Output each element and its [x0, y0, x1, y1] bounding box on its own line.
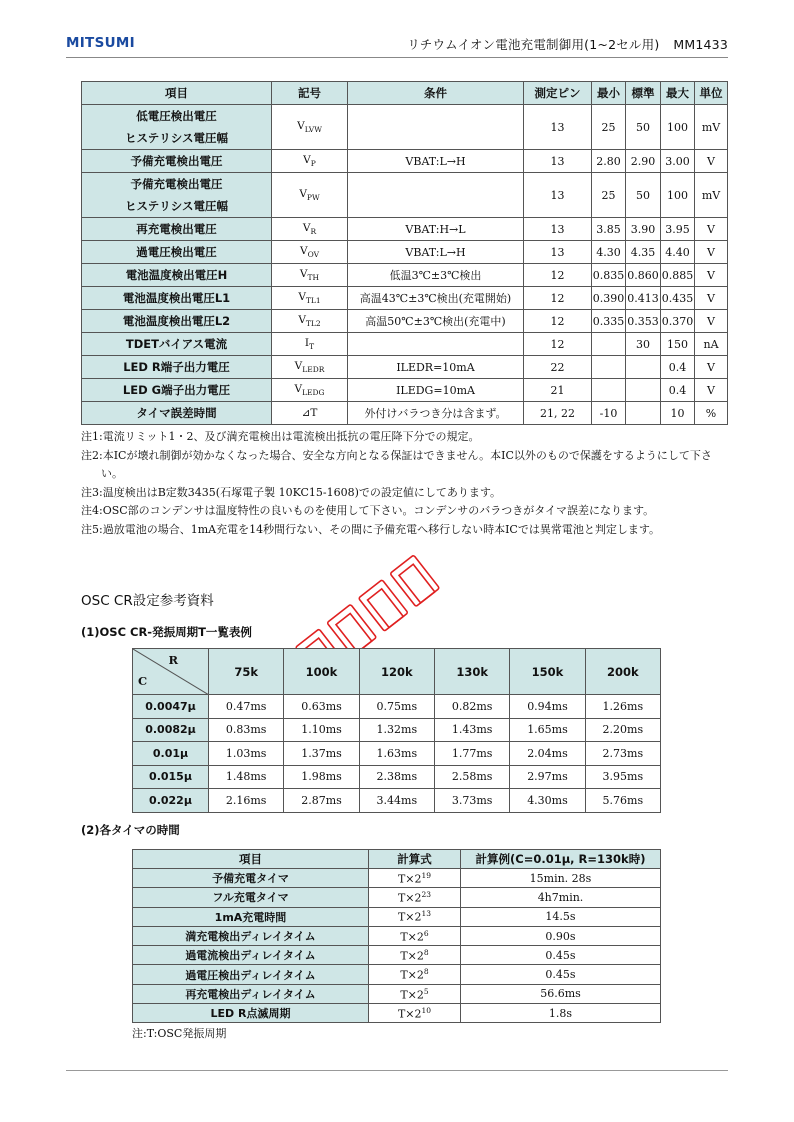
formula-base: T×2 — [397, 911, 422, 925]
osc-column-header: 150k — [510, 649, 585, 695]
spec-cond-cell: 外付けバラつき分は含まず。 — [348, 402, 524, 425]
timer-formula — [369, 984, 461, 1003]
osc-row — [133, 742, 661, 766]
formula-base: T×2 — [400, 988, 424, 1002]
osc-cell: 2.38ms — [359, 765, 434, 789]
corner-cell — [133, 649, 209, 695]
timer-example: 4h7min. — [461, 888, 661, 907]
param-name — [82, 150, 272, 173]
param-name-line: TDETバイアス電流 — [125, 337, 228, 351]
osc-cell: 0.82ms — [434, 695, 509, 719]
model-number: MM1433 — [673, 37, 728, 52]
spec-row — [82, 173, 728, 218]
osc-cell: 0.75ms — [359, 695, 434, 719]
spec-max-cell: 10 — [661, 402, 695, 425]
formula-base: T×2 — [397, 872, 422, 886]
timer-row — [133, 907, 661, 926]
spec-typ-cell: 50 — [626, 105, 661, 150]
spec-row — [82, 241, 728, 264]
param-name-line: 電池温度検出電圧L1 — [122, 291, 231, 305]
osc-cell: 1.10ms — [284, 718, 359, 742]
param-name-line: LED R端子出力電圧 — [123, 360, 230, 374]
corner-label-c: C — [138, 674, 148, 688]
symbol-main: V — [294, 382, 303, 395]
osc-cell: 1.03ms — [209, 742, 284, 766]
timer-header-cell: 計算例(C=0.01μ, R=130k時) — [461, 850, 661, 869]
osc-cell: 1.32ms — [359, 718, 434, 742]
param-name — [82, 333, 272, 356]
param-name — [82, 310, 272, 333]
osc-cell: 1.43ms — [434, 718, 509, 742]
symbol-subscript: T — [309, 342, 315, 352]
spec-max-cell: 3.95 — [661, 218, 695, 241]
param-name-line: ヒステリシス電圧幅 — [125, 131, 228, 145]
spec-cond-cell — [348, 333, 524, 356]
osc-cell: 1.26ms — [585, 695, 660, 719]
timer-example: 56.6ms — [461, 984, 661, 1003]
formula-exponent: 13 — [421, 909, 432, 919]
symbol-subscript: LEDG — [302, 388, 325, 398]
symbol-main: V — [299, 267, 308, 280]
spec-min-cell: 25 — [592, 105, 626, 150]
spec-unit-cell: V — [695, 241, 728, 264]
param-name-line: LED G端子出力電圧 — [122, 383, 231, 397]
spec-min-cell: 0.335 — [592, 310, 626, 333]
symbol-main: V — [294, 359, 303, 372]
param-name — [82, 402, 272, 425]
symbol-main: I — [304, 336, 310, 349]
param-name-line: 予備充電検出電圧 — [130, 177, 223, 191]
osc-cell: 1.63ms — [359, 742, 434, 766]
osc-row — [133, 718, 661, 742]
param-name — [82, 218, 272, 241]
symbol-main: V — [299, 187, 307, 200]
symbol-main: V — [298, 313, 306, 326]
formula-base: T×2 — [397, 891, 422, 905]
symbol-subscript: TL2 — [305, 319, 321, 329]
osc-cell: 1.65ms — [510, 718, 585, 742]
spec-pin-cell: 21, 22 — [524, 402, 592, 425]
param-name-line: 過電圧検出電圧 — [136, 245, 217, 259]
footer-rule — [66, 1070, 728, 1071]
spec-cond-cell: ILEDR=10mA — [348, 356, 524, 379]
spec-row — [82, 264, 728, 287]
symbol-main: V — [297, 119, 305, 132]
spec-max-cell: 0.885 — [661, 264, 695, 287]
spec-unit-cell: V — [695, 264, 728, 287]
timer-example: 1.8s — [461, 1004, 661, 1023]
osc-row-header: 0.0082μ — [133, 718, 209, 742]
spec-row — [82, 287, 728, 310]
osc-cell: 3.73ms — [434, 789, 509, 813]
param-symbol — [272, 333, 348, 356]
formula-base: T×2 — [397, 1007, 422, 1021]
spec-cond-cell: VBAT:H→L — [348, 218, 524, 241]
spec-pin-cell: 13 — [524, 150, 592, 173]
spec-header-cell: 条件 — [348, 82, 524, 105]
symbol-main: V — [302, 221, 311, 234]
spec-typ-cell — [626, 402, 661, 425]
formula-base: T×2 — [400, 949, 424, 963]
symbol-subscript: TL1 — [305, 296, 321, 306]
osc-row-header: 0.022μ — [133, 789, 209, 813]
param-name — [82, 356, 272, 379]
osc-cell: 1.77ms — [434, 742, 509, 766]
header-rule — [66, 57, 728, 58]
spec-typ-cell: 3.90 — [626, 218, 661, 241]
spec-max-cell: 100 — [661, 105, 695, 150]
timer-name: 1mA充電時間 — [133, 907, 369, 926]
spec-typ-cell — [626, 379, 661, 402]
timer-formula — [369, 907, 461, 926]
param-name — [82, 241, 272, 264]
company-logo: MITSUMI — [66, 35, 135, 51]
spec-min-cell: 2.80 — [592, 150, 626, 173]
param-name-line: 低電圧検出電圧 — [136, 109, 217, 123]
timer-name: LED R点滅周期 — [133, 1004, 369, 1023]
timer-example: 14.5s — [461, 907, 661, 926]
osc-cell: 0.83ms — [209, 718, 284, 742]
spec-typ-cell: 30 — [626, 333, 661, 356]
timer-row — [133, 869, 661, 888]
osc-cell: 1.37ms — [284, 742, 359, 766]
spec-unit-cell: nA — [695, 333, 728, 356]
spec-max-cell: 0.4 — [661, 379, 695, 402]
param-name-line: 電池温度検出電圧L2 — [122, 314, 231, 328]
spec-header-cell: 測定ピン — [524, 82, 592, 105]
spec-unit-cell: % — [695, 402, 728, 425]
param-symbol — [272, 356, 348, 379]
timer-name: 予備充電タイマ — [133, 869, 369, 888]
osc-cell: 2.87ms — [284, 789, 359, 813]
spec-pin-cell: 12 — [524, 264, 592, 287]
spec-max-cell: 0.435 — [661, 287, 695, 310]
spec-cond-cell: VBAT:L→H — [348, 150, 524, 173]
spec-row — [82, 379, 728, 402]
spec-typ-cell: 4.35 — [626, 241, 661, 264]
spec-max-cell: 0.370 — [661, 310, 695, 333]
timer-name: 満充電検出ディレイタイム — [133, 926, 369, 945]
spec-row — [82, 150, 728, 173]
note-item: 注1:電流リミット1・2、及び満充電検出は電流検出抵抗の電圧降下分での規定。 — [81, 430, 480, 443]
formula-exponent: 8 — [423, 948, 429, 957]
osc-cell: 2.73ms — [585, 742, 660, 766]
spec-cond-cell: 低温3℃±3℃検出 — [348, 264, 524, 287]
title-text: リチウムイオン電池充電制御用(1~2セル用) — [407, 37, 660, 52]
spec-min-cell: 25 — [592, 173, 626, 218]
spec-cond-cell: VBAT:L→H — [348, 241, 524, 264]
osc-row — [133, 695, 661, 719]
osc-cell: 0.94ms — [510, 695, 585, 719]
osc-cell: 2.16ms — [209, 789, 284, 813]
formula-base: T×2 — [400, 968, 424, 982]
timer-row — [133, 946, 661, 965]
osc-row-header: 0.015μ — [133, 765, 209, 789]
spec-pin-cell: 12 — [524, 287, 592, 310]
osc-cell: 1.98ms — [284, 765, 359, 789]
spec-row — [82, 310, 728, 333]
spec-row — [82, 218, 728, 241]
formula-exponent: 6 — [423, 928, 429, 938]
timer-example: 0.90s — [461, 926, 661, 945]
symbol-subscript: PW — [306, 193, 320, 203]
spec-header-cell: 項目 — [82, 82, 272, 105]
formula-base: T×2 — [400, 930, 424, 944]
timer-name: 再充電検出ディレイタイム — [133, 984, 369, 1003]
param-name-line: タイマ誤差時間 — [136, 406, 217, 420]
spec-pin-cell: 13 — [524, 173, 592, 218]
spec-cond-cell — [348, 105, 524, 150]
spec-typ-cell: 50 — [626, 173, 661, 218]
timer-header-cell: 計算式 — [369, 850, 461, 869]
osc-cell: 1.48ms — [209, 765, 284, 789]
param-name — [82, 105, 272, 150]
spec-typ-cell: 0.353 — [626, 310, 661, 333]
symbol-subscript: LVW — [304, 125, 322, 135]
symbol-subscript: LEDR — [302, 365, 325, 375]
section-title: OSC CR設定参考資料 — [81, 593, 214, 609]
osc-cell: 4.30ms — [510, 789, 585, 813]
param-name-line: 再充電検出電圧 — [136, 222, 217, 236]
timer-row — [133, 1004, 661, 1023]
spec-max-cell: 0.4 — [661, 356, 695, 379]
param-symbol — [272, 173, 348, 218]
param-symbol — [272, 218, 348, 241]
spec-max-cell: 150 — [661, 333, 695, 356]
spec-header-cell: 単位 — [695, 82, 728, 105]
osc-cell: 3.44ms — [359, 789, 434, 813]
document-title — [407, 35, 728, 53]
spec-min-cell — [592, 379, 626, 402]
timer-table-title: (2)各タイマの時間 — [81, 823, 180, 837]
formula-exponent: 19 — [421, 870, 432, 880]
timer-note: 注:T:OSC発振周期 — [132, 1027, 227, 1040]
note-item: 注4:OSC部のコンデンサは温度特性の良いものを使用して下さい。コンデンサのバラつきがタイマ誤差になります。 — [81, 504, 655, 518]
param-symbol — [272, 287, 348, 310]
spec-min-cell: 0.390 — [592, 287, 626, 310]
note-item: 注3:温度検出はB定数3435(石塚電子製 10KC15-1608)での設定値にしてあります。 — [81, 485, 502, 499]
spec-unit-cell: V — [695, 310, 728, 333]
osc-column-header: 200k — [585, 649, 660, 695]
spec-min-cell: -10 — [592, 402, 626, 425]
spec-typ-cell: 0.860 — [626, 264, 661, 287]
osc-cell: 2.97ms — [510, 765, 585, 789]
timer-row — [133, 888, 661, 907]
param-symbol — [272, 105, 348, 150]
spec-max-cell: 3.00 — [661, 150, 695, 173]
spec-unit-cell: V — [695, 379, 728, 402]
symbol-subscript: P — [310, 159, 316, 169]
spec-typ-cell: 2.90 — [626, 150, 661, 173]
spec-row — [82, 356, 728, 379]
param-name — [82, 287, 272, 310]
osc-cell: 0.47ms — [209, 695, 284, 719]
spec-table — [81, 81, 728, 425]
timer-name: 過電圧検出ディレイタイム — [133, 965, 369, 984]
spec-min-cell — [592, 333, 626, 356]
param-symbol — [272, 379, 348, 402]
timer-formula — [369, 946, 461, 965]
param-symbol — [272, 150, 348, 173]
osc-cell: 5.76ms — [585, 789, 660, 813]
symbol-subscript: OV — [307, 250, 320, 260]
symbol-main: V — [298, 290, 306, 303]
spec-row — [82, 402, 728, 425]
note-item: 注5:過放電池の場合、1mA充電を14秒間行ない、その間に予備充電へ移行しない時本ICでは異常電池と判定します。 — [81, 522, 660, 536]
symbol-subscript: R — [310, 227, 317, 237]
osc-cell: 2.20ms — [585, 718, 660, 742]
timer-formula — [369, 869, 461, 888]
spec-header-cell: 標準 — [626, 82, 661, 105]
timer-header-cell: 項目 — [133, 850, 369, 869]
osc-row — [133, 789, 661, 813]
param-symbol — [272, 264, 348, 287]
timer-name: フル充電タイマ — [133, 888, 369, 907]
notes-block — [81, 428, 731, 540]
spec-cond-cell: ILEDG=10mA — [348, 379, 524, 402]
spec-pin-cell: 13 — [524, 218, 592, 241]
timer-example: 15min. 28s — [461, 869, 661, 888]
spec-min-cell: 0.835 — [592, 264, 626, 287]
param-symbol — [272, 402, 348, 425]
param-name-line: ヒステリシス電圧幅 — [125, 199, 228, 213]
param-name — [82, 379, 272, 402]
timer-table — [132, 849, 661, 1023]
osc-cell: 3.95ms — [585, 765, 660, 789]
timer-row — [133, 926, 661, 945]
param-name-line: 予備充電検出電圧 — [130, 154, 223, 168]
spec-max-cell: 4.40 — [661, 241, 695, 264]
spec-header-cell: 最大 — [661, 82, 695, 105]
osc-column-header: 75k — [209, 649, 284, 695]
timer-formula — [369, 926, 461, 945]
param-symbol — [272, 310, 348, 333]
timer-name: 過電流検出ディレイタイム — [133, 946, 369, 965]
spec-pin-cell: 13 — [524, 105, 592, 150]
spec-unit-cell: V — [695, 150, 728, 173]
spec-pin-cell: 13 — [524, 241, 592, 264]
timer-row — [133, 984, 661, 1003]
corner-label-r: R — [168, 653, 178, 667]
spec-row — [82, 105, 728, 150]
spec-pin-cell: 12 — [524, 310, 592, 333]
spec-unit-cell: V — [695, 287, 728, 310]
spec-cond-cell: 高温50℃±3℃検出(充電中) — [348, 310, 524, 333]
osc-row — [133, 765, 661, 789]
param-name — [82, 264, 272, 287]
symbol-main: V — [299, 244, 308, 257]
osc-column-header: 100k — [284, 649, 359, 695]
spec-pin-cell: 21 — [524, 379, 592, 402]
timer-row — [133, 965, 661, 984]
spec-row — [82, 333, 728, 356]
spec-min-cell: 3.85 — [592, 218, 626, 241]
spec-max-cell: 100 — [661, 173, 695, 218]
symbol-subscript: TH — [307, 273, 320, 283]
timer-formula — [369, 1004, 461, 1023]
param-name-line: 電池温度検出電圧H — [125, 268, 228, 282]
param-name — [82, 173, 272, 218]
osc-table — [132, 648, 661, 813]
formula-exponent: 5 — [423, 986, 429, 996]
timer-formula — [369, 888, 461, 907]
spec-min-cell: 4.30 — [592, 241, 626, 264]
formula-exponent: 8 — [423, 967, 429, 977]
note-item: 注2:本ICが壊れ制御が効かなくなった場合、安全な方向となる保証はできません。本IC以外のもので保護をするようにして下さい。 — [81, 448, 712, 481]
formula-exponent: 23 — [421, 890, 432, 900]
osc-column-header: 120k — [359, 649, 434, 695]
osc-column-header: 130k — [434, 649, 509, 695]
spec-unit-cell: V — [695, 356, 728, 379]
symbol-main: ⊿T — [301, 407, 318, 419]
spec-min-cell — [592, 356, 626, 379]
spec-header-cell: 記号 — [272, 82, 348, 105]
timer-example: 0.45s — [461, 946, 661, 965]
spec-pin-cell: 12 — [524, 333, 592, 356]
osc-row-header: 0.0047μ — [133, 695, 209, 719]
spec-typ-cell: 0.413 — [626, 287, 661, 310]
spec-pin-cell: 22 — [524, 356, 592, 379]
osc-cell: 2.58ms — [434, 765, 509, 789]
spec-cond-cell: 高温43℃±3℃検出(充電開始) — [348, 287, 524, 310]
symbol-main: V — [303, 153, 311, 166]
osc-cell: 0.63ms — [284, 695, 359, 719]
spec-header-cell: 最小 — [592, 82, 626, 105]
timer-formula — [369, 965, 461, 984]
spec-unit-cell: mV — [695, 105, 728, 150]
osc-cell: 2.04ms — [510, 742, 585, 766]
timer-example: 0.45s — [461, 965, 661, 984]
spec-unit-cell: V — [695, 218, 728, 241]
formula-exponent: 10 — [421, 1005, 432, 1015]
osc-table-title: (1)OSC CR-発振周期T一覧表例 — [81, 625, 252, 639]
spec-cond-cell — [348, 173, 524, 218]
param-symbol — [272, 241, 348, 264]
spec-typ-cell — [626, 356, 661, 379]
osc-row-header: 0.01μ — [133, 742, 209, 766]
spec-unit-cell: mV — [695, 173, 728, 218]
